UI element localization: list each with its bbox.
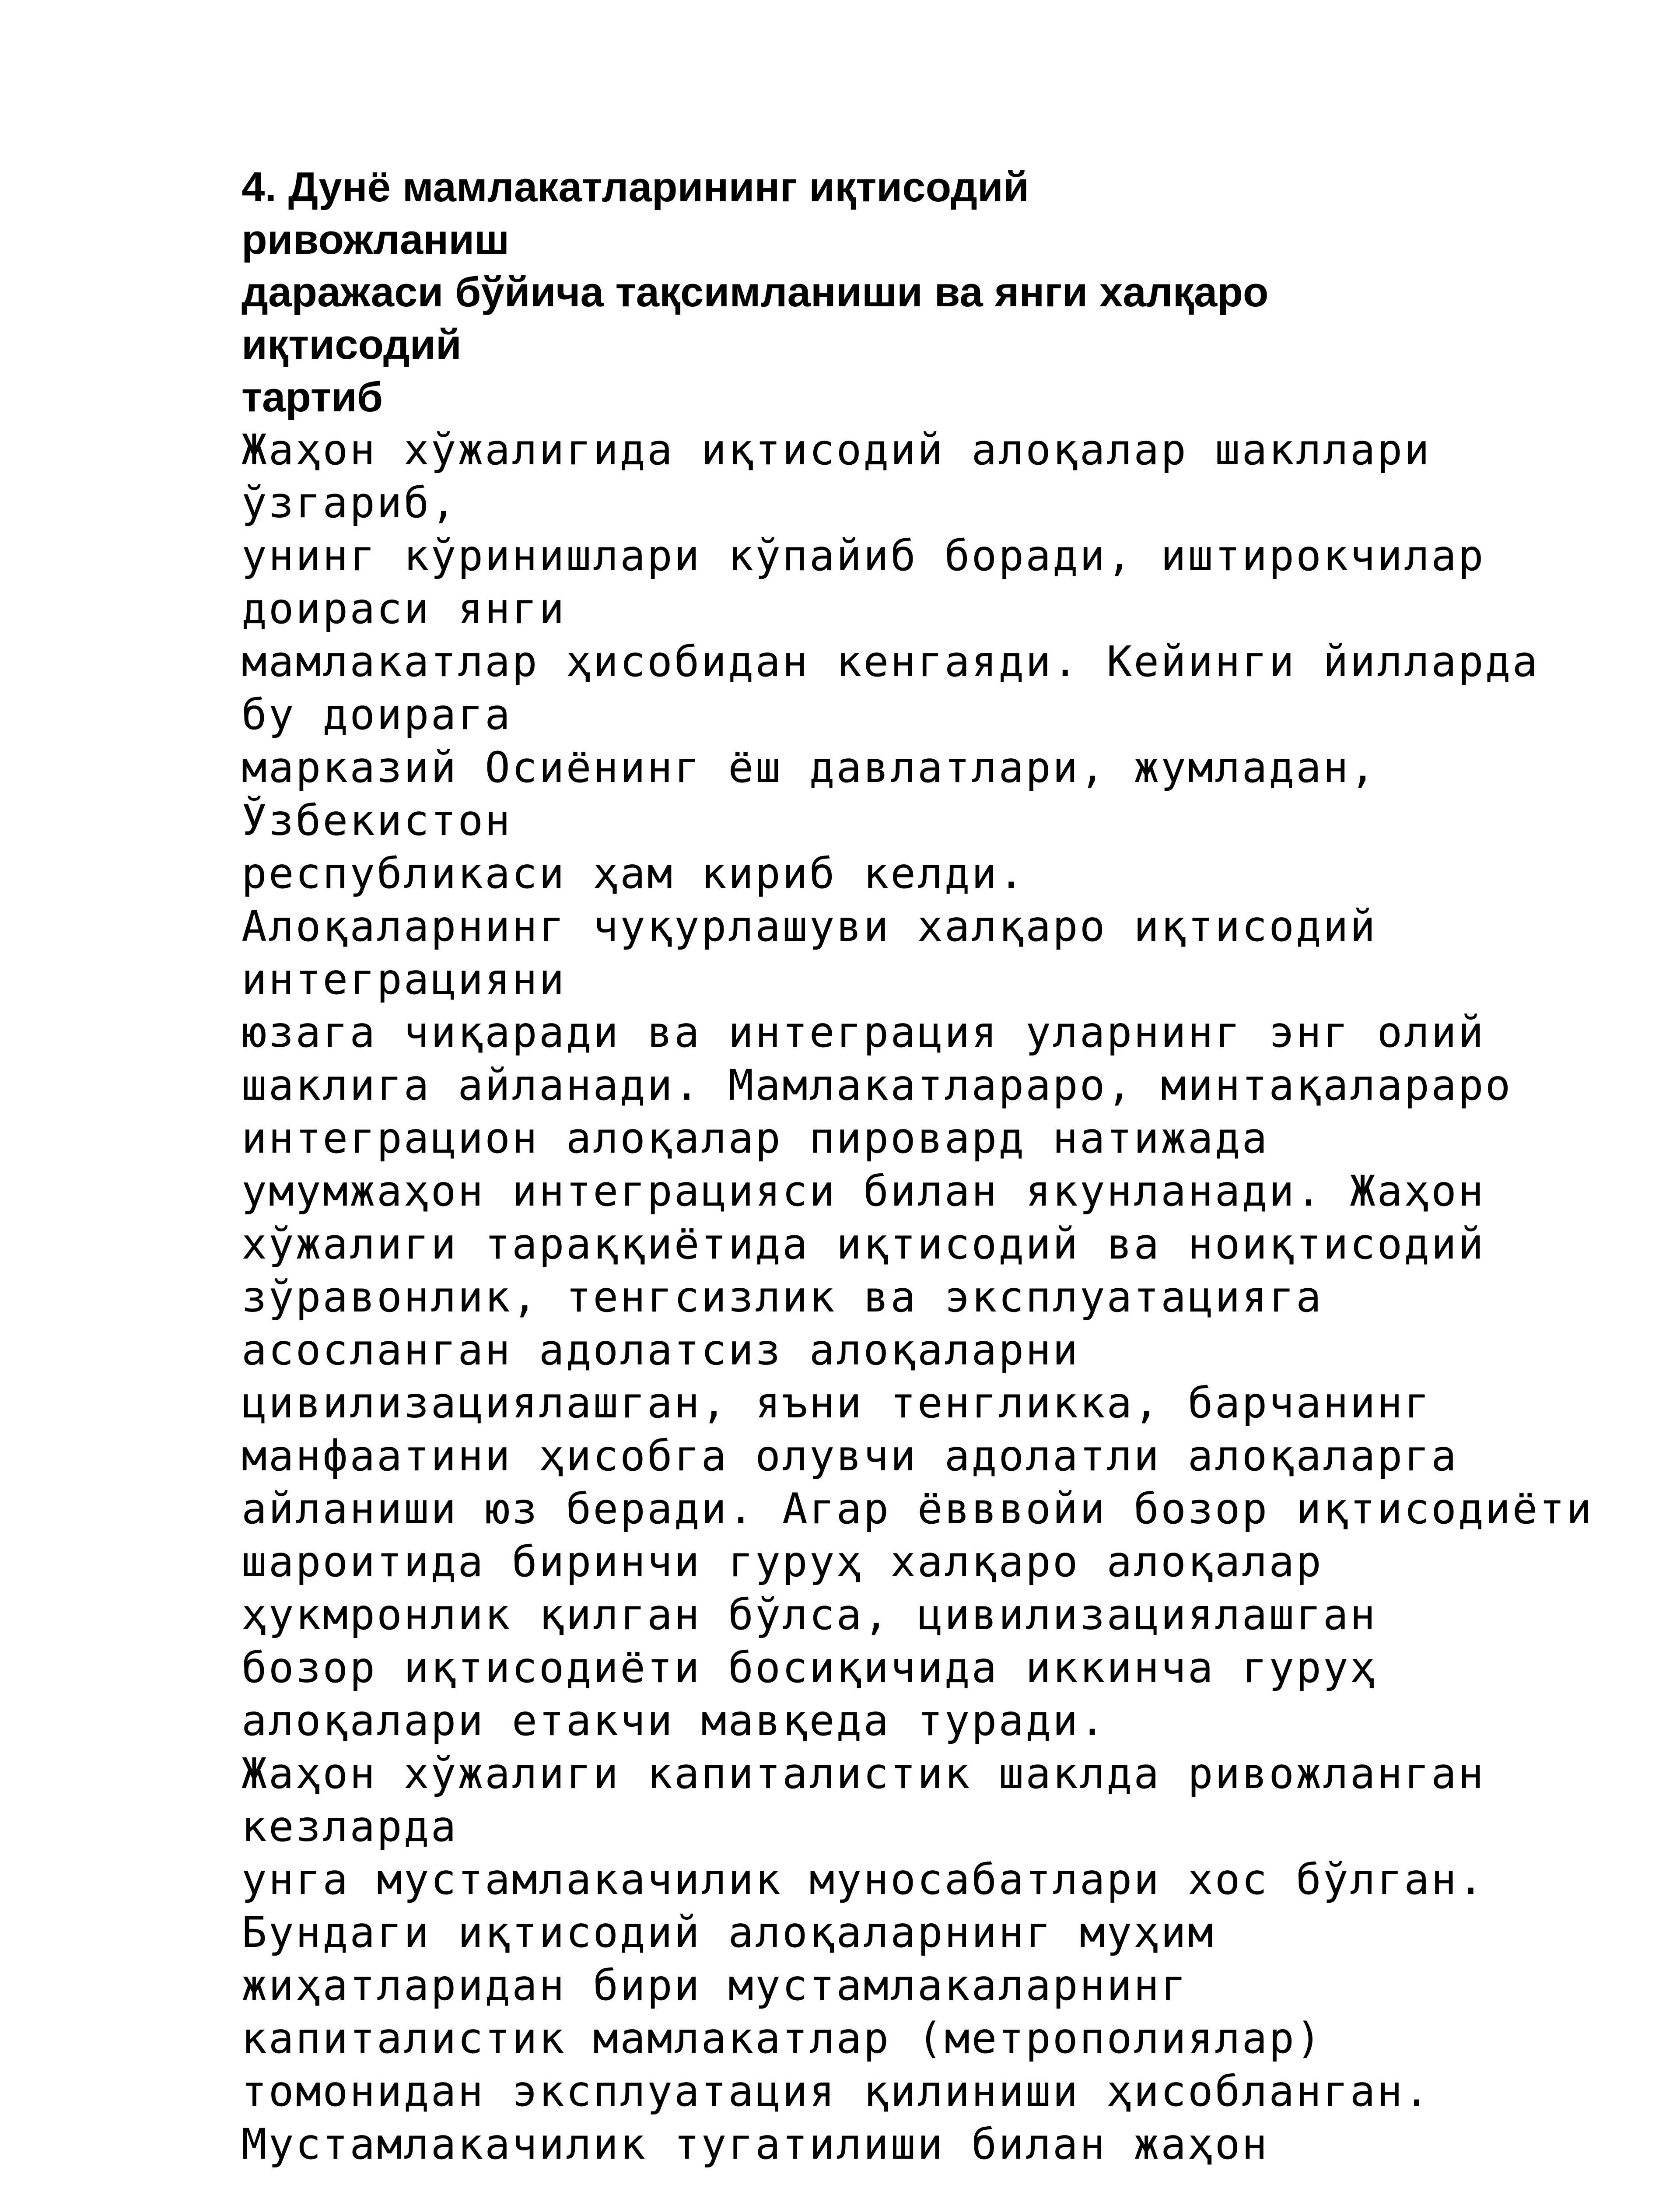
body-line: ўзгариб,: [242, 478, 458, 527]
document-page: [242, 161, 1642, 2171]
body-line: айланиши юз беради. Агар ёвввойи бозор иқтисодиёти: [242, 1484, 1593, 1533]
body-line: Ўзбекистон: [242, 796, 512, 845]
heading-line: 4. Дунё мамлакатларининг иқтисодий: [242, 164, 1029, 210]
body-line: унинг кўринишлари кўпайиб боради, иштирокчилар: [242, 531, 1485, 580]
body-line: мамлакатлар ҳисобидан кенгаяди. Кейинги йилларда: [242, 637, 1540, 686]
body-line: марказий Осиёнинг ёш давлатлари, жумладан,: [242, 743, 1377, 792]
body-line: юзага чиқаради ва интеграция уларнинг энг олий: [242, 1008, 1485, 1057]
body-line: жиҳатларидан бири мустамлакаларнинг: [242, 1961, 1188, 2010]
body-line: интеграцияни: [242, 955, 566, 1004]
body-line: цивилизациялашган, яъни тенгликка, барчанинг: [242, 1378, 1432, 1427]
heading-line: иқтисодий: [242, 321, 462, 368]
body-line: республикаси ҳам кириб келди.: [242, 849, 1026, 898]
body-line: умумжаҳон интеграцияси билан якунланади. Жаҳон: [242, 1167, 1485, 1216]
body-line: доираси янги: [242, 584, 566, 633]
body-line: асосланган адолатсиз алоқаларни: [242, 1325, 1080, 1375]
body-line: манфаатини ҳисобга олувчи адолатли алоқаларга: [242, 1431, 1458, 1480]
body-line: ҳукмронлик қилган бўлса, цивилизациялашган: [242, 1590, 1377, 1639]
body-line: кезларда: [242, 1802, 458, 1851]
body-line: Жаҳон хўжалиги капиталистик шаклда ривожланган: [242, 1749, 1485, 1798]
body-line: шароитида биринчи гуруҳ халқаро алоқалар: [242, 1537, 1323, 1586]
body-line: интеграцион алоқалар пировард натижада: [242, 1114, 1269, 1163]
body-line: Бундаги иқтисодий алоқаларнинг муҳим: [242, 1908, 1215, 1957]
heading-line: ривожланиш: [242, 216, 510, 263]
heading-line: даражаси бўйича тақсимланиши ва янги халқаро: [242, 269, 1269, 316]
body-line: Мустамлакачилик тугатилиши билан жаҳон: [242, 2120, 1269, 2169]
body-line: зўравонлик, тенгсизлик ва эксплуатацияга: [242, 1273, 1323, 1322]
body-line: томонидан эксплуатация қилиниши ҳисобланган.: [242, 2067, 1432, 2116]
heading-line: тартиб: [242, 374, 383, 421]
body-line: Алоқаларнинг чуқурлашуви халқаро иқтисодий: [242, 902, 1377, 951]
body-line: бозор иқтисодиёти босиқичида иккинча гуруҳ: [242, 1643, 1377, 1692]
body-line: хўжалиги тараққиётида иқтисодий ва ноиқтисодий: [242, 1220, 1485, 1269]
body-line: Жаҳон хўжалигида иқтисодий алоқалар шакллари: [242, 425, 1432, 474]
section-heading: [242, 161, 1642, 424]
body-line: капиталистик мамлакатлар (метрополиялар): [242, 2014, 1323, 2063]
body-line: унга мустамлакачилик муносабатлари хос бўлган.: [242, 1855, 1485, 1904]
body-text: [242, 424, 1642, 2171]
body-line: бу доирага: [242, 690, 512, 739]
body-line: шаклига айланади. Мамлакатлараро, минтақалараро: [242, 1061, 1512, 1110]
body-line: алоқалари етакчи мавқеда туради.: [242, 1696, 1107, 1745]
